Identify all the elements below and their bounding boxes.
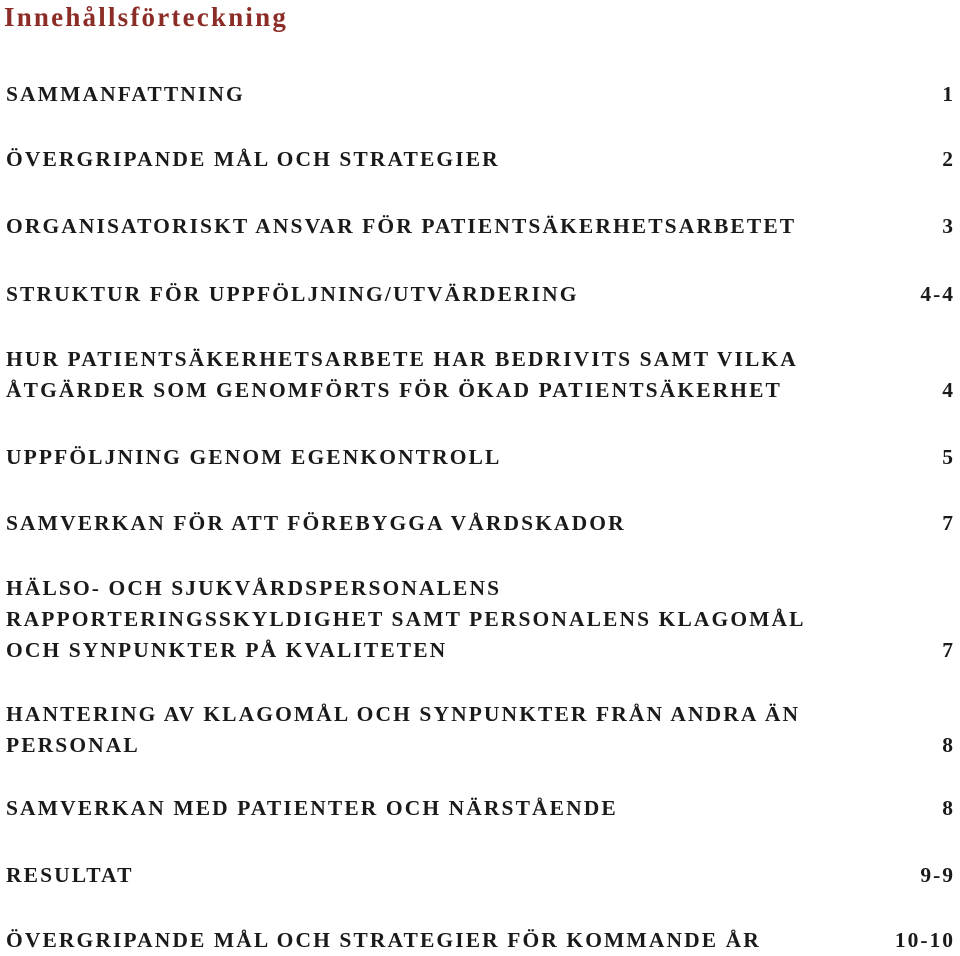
toc-page-number: 4 — [942, 378, 955, 402]
toc-entry-text — [6, 79, 245, 110]
toc-page-number: 8 — [942, 796, 955, 820]
toc-entry-line: OCH SYNPUNKTER PÅ KVALITETEN — [6, 638, 448, 662]
toc-entry-line: RAPPORTERINGSSKYLDIGHET SAMT PERSONALENS KLAGOMÅL — [6, 607, 806, 631]
toc-entry-text — [6, 211, 796, 242]
toc-entry-line: PERSONAL — [6, 733, 140, 757]
toc-entry[interactable] — [6, 699, 955, 761]
toc-entry-text — [6, 699, 800, 761]
toc-entry-line: HUR PATIENTSÄKERHETSARBETE HAR BEDRIVITS SAMT VILKA — [6, 347, 798, 371]
toc-entry[interactable] — [6, 573, 955, 666]
toc-page-number: 2 — [942, 147, 955, 171]
toc-entry-line: SAMVERKAN FÖR ATT FÖREBYGGA VÅRDSKADOR — [6, 511, 626, 535]
toc-entry-text — [6, 860, 134, 891]
toc-entry-line: SAMVERKAN MED PATIENTER OCH NÄRSTÅENDE — [6, 796, 618, 820]
toc-entry[interactable] — [6, 925, 955, 956]
toc-page-number: 3 — [942, 214, 955, 238]
toc-entry-line: RESULTAT — [6, 863, 134, 887]
toc-entry-line: SAMMANFATTNING — [6, 82, 245, 106]
toc-entry[interactable] — [6, 211, 955, 242]
toc-entry[interactable] — [6, 79, 955, 110]
toc-entry-text — [6, 925, 761, 956]
toc-entry[interactable] — [6, 279, 955, 310]
toc-entry-text — [6, 344, 798, 406]
toc-entry-text — [6, 144, 500, 175]
toc-entry-line: HÄLSO- OCH SJUKVÅRDSPERSONALENS — [6, 576, 502, 600]
toc-page-number: 4-4 — [920, 282, 955, 306]
toc-entry-text — [6, 508, 626, 539]
toc-entry[interactable] — [6, 442, 955, 473]
toc-entry[interactable] — [6, 144, 955, 175]
toc-entry-line: ÖVERGRIPANDE MÅL OCH STRATEGIER — [6, 147, 500, 171]
toc-entry-line: ÅTGÄRDER SOM GENOMFÖRTS FÖR ÖKAD PATIENTSÄKERHET — [6, 378, 782, 402]
toc-entry-text — [6, 442, 501, 473]
toc-page-number: 5 — [942, 445, 955, 469]
toc-entry-text — [6, 793, 618, 824]
toc-entry-line: STRUKTUR FÖR UPPFÖLJNING/UTVÄRDERING — [6, 282, 579, 306]
toc-title: Innehållsförteckning — [4, 2, 289, 32]
toc-page-number: 9-9 — [920, 863, 955, 887]
toc-entry-line: ORGANISATORISKT ANSVAR FÖR PATIENTSÄKERHETSARBETET — [6, 214, 797, 238]
toc-page-number: 1 — [942, 82, 955, 106]
toc-page-number: 10-10 — [894, 928, 955, 952]
toc-page-number: 7 — [942, 511, 955, 535]
toc-page-number: 8 — [942, 733, 955, 757]
toc-entry[interactable] — [6, 793, 955, 824]
toc-entry[interactable] — [6, 860, 955, 891]
toc-entry[interactable] — [6, 508, 955, 539]
toc-entry-line: HANTERING AV KLAGOMÅL OCH SYNPUNKTER FRÅN ANDRA ÄN — [6, 702, 801, 726]
toc-entry-text — [6, 279, 579, 310]
toc-page-number: 7 — [942, 638, 955, 662]
toc-entry-line: UPPFÖLJNING GENOM EGENKONTROLL — [6, 445, 502, 469]
toc-entry-text — [6, 573, 806, 666]
toc-entry-line: ÖVERGRIPANDE MÅL OCH STRATEGIER FÖR KOMMANDE ÅR — [6, 928, 761, 952]
toc-entry[interactable] — [6, 344, 955, 406]
